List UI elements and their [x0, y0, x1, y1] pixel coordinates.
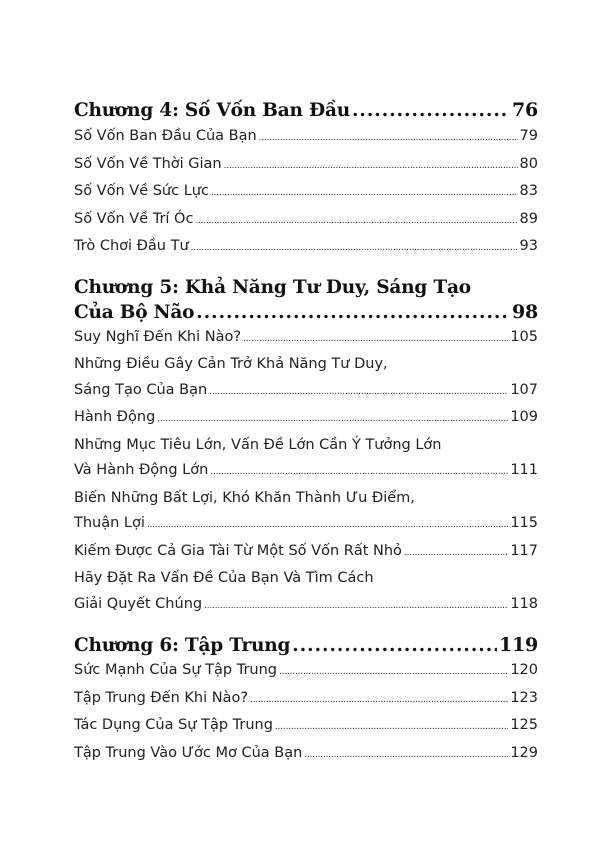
entry-page-number: 115	[510, 515, 538, 531]
entry-title-line-2: Thuận Lợi	[74, 515, 145, 531]
chapter-5-section	[74, 276, 538, 620]
entry-title-line-2: Giải Quyết Chúng	[74, 595, 203, 612]
entry-page-number: 93	[519, 238, 538, 254]
entry-title: Suy Nghĩ Đến Khi Nào?	[74, 328, 242, 345]
chapter-heading[interactable]	[74, 633, 538, 658]
entry-page-number: 105	[510, 328, 538, 345]
entry-title-line-1: Những Mục Tiêu Lớn, Vấn Đề Lớn Cần Ý Tưởng Lớn	[74, 436, 442, 453]
entry-title: Sức Mạnh Của Sự Tập Trung	[74, 662, 277, 678]
entry-page-number: 118	[510, 595, 538, 612]
dot-leader	[147, 513, 508, 539]
dot-leader	[224, 154, 518, 180]
chapter-heading[interactable]	[74, 98, 538, 123]
entry-page-number: 79	[519, 128, 538, 144]
dot-leader	[210, 460, 508, 486]
toc-entry[interactable]	[74, 713, 538, 741]
toc-entry[interactable]	[74, 658, 538, 686]
entry-page-number: 80	[519, 155, 538, 172]
dot-leader	[259, 126, 518, 152]
entry-title: Tác Dụng Của Sự Tập Trung	[74, 717, 273, 733]
chapter-page-number: 98	[511, 300, 538, 323]
chapter-title-line-2: Của Bộ Não	[74, 301, 195, 323]
entry-page-number: 111	[510, 462, 538, 478]
table-of-contents	[74, 98, 538, 782]
entry-title: Trò Chơi Đầu Tư	[74, 238, 189, 254]
entry-page-number: 117	[510, 542, 538, 559]
entry-page-number: 120	[510, 662, 538, 678]
entry-title: Kiếm Được Cả Gia Tài Từ Một Số Vốn Rất Nhỏ	[74, 542, 402, 559]
entry-title-line-1: Hãy Đặt Ra Vấn Đề Của Bạn Và Tìm Cách	[74, 570, 374, 586]
entry-title-line-1: Những Điều Gây Cản Trở Khả Năng Tư Duy,	[74, 356, 388, 372]
toc-entry[interactable]	[74, 566, 538, 619]
dot-leader	[191, 236, 518, 262]
toc-entry[interactable]	[74, 433, 538, 486]
toc-entry[interactable]	[74, 539, 538, 567]
chapter-title: Chương 6: Tập Trung	[74, 635, 291, 656]
entry-title: Tập Trung Đến Khi Nào?	[74, 689, 249, 706]
chapter-title-line-1: Chương 5: Khả Năng Tư Duy, Sáng Tạo	[74, 276, 471, 298]
entry-page-number: 109	[510, 409, 538, 425]
toc-entry[interactable]	[74, 152, 538, 180]
toc-entry[interactable]	[74, 741, 538, 769]
entry-page-number: 107	[510, 381, 538, 398]
toc-entry[interactable]	[74, 179, 538, 207]
dot-leader	[209, 380, 508, 406]
dot-leader	[157, 407, 508, 433]
entry-page-number: 125	[510, 717, 538, 733]
dot-leader	[279, 660, 508, 686]
toc-entry[interactable]	[74, 405, 538, 433]
toc-entry[interactable]	[74, 486, 538, 539]
entry-page-number: 89	[519, 210, 538, 227]
entry-title: Số Vốn Ban Đầu Của Bạn	[74, 128, 257, 144]
entry-title: Số Vốn Về Sức Lực	[74, 183, 209, 199]
entry-title-line-2: Sáng Tạo Của Bạn	[74, 381, 208, 398]
dot-leader	[243, 327, 508, 353]
entry-title: Tập Trung Vào Ước Mơ Của Bạn	[74, 744, 303, 761]
dot-leader	[304, 743, 508, 769]
entry-title: Số Vốn Về Thời Gian	[74, 155, 222, 172]
entry-title-line-1: Biến Những Bất Lợi, Khó Khăn Thành Ưu Điểm,	[74, 489, 415, 506]
chapter-4-section	[74, 98, 538, 262]
toc-entry[interactable]	[74, 234, 538, 262]
chapter-title: Chương 4: Số Vốn Ban Đầu	[74, 100, 350, 121]
toc-entry[interactable]	[74, 124, 538, 152]
chapter-page-number: 76	[511, 99, 538, 121]
dot-leader	[404, 541, 508, 567]
entry-title: Số Vốn Về Trí Óc	[74, 210, 194, 227]
dot-leader	[204, 594, 508, 620]
dot-leader	[352, 99, 510, 123]
toc-entry[interactable]	[74, 686, 538, 714]
entry-title: Hành Động	[74, 409, 156, 425]
dot-leader	[211, 181, 518, 207]
entry-page-number: 129	[510, 744, 538, 761]
entry-page-number: 83	[519, 183, 538, 199]
entry-page-number: 123	[510, 689, 538, 706]
entry-title-line-2: Và Hành Động Lớn	[74, 462, 209, 478]
dot-leader	[250, 688, 508, 714]
dot-leader	[196, 301, 510, 325]
chapter-6-section	[74, 633, 538, 768]
toc-entry[interactable]	[74, 325, 538, 353]
chapter-page-number: 119	[498, 634, 538, 656]
toc-entry[interactable]	[74, 352, 538, 405]
dot-leader	[292, 634, 497, 658]
dot-leader	[195, 209, 517, 235]
toc-entry[interactable]	[74, 207, 538, 235]
dot-leader	[275, 715, 508, 741]
chapter-heading[interactable]	[74, 276, 538, 325]
